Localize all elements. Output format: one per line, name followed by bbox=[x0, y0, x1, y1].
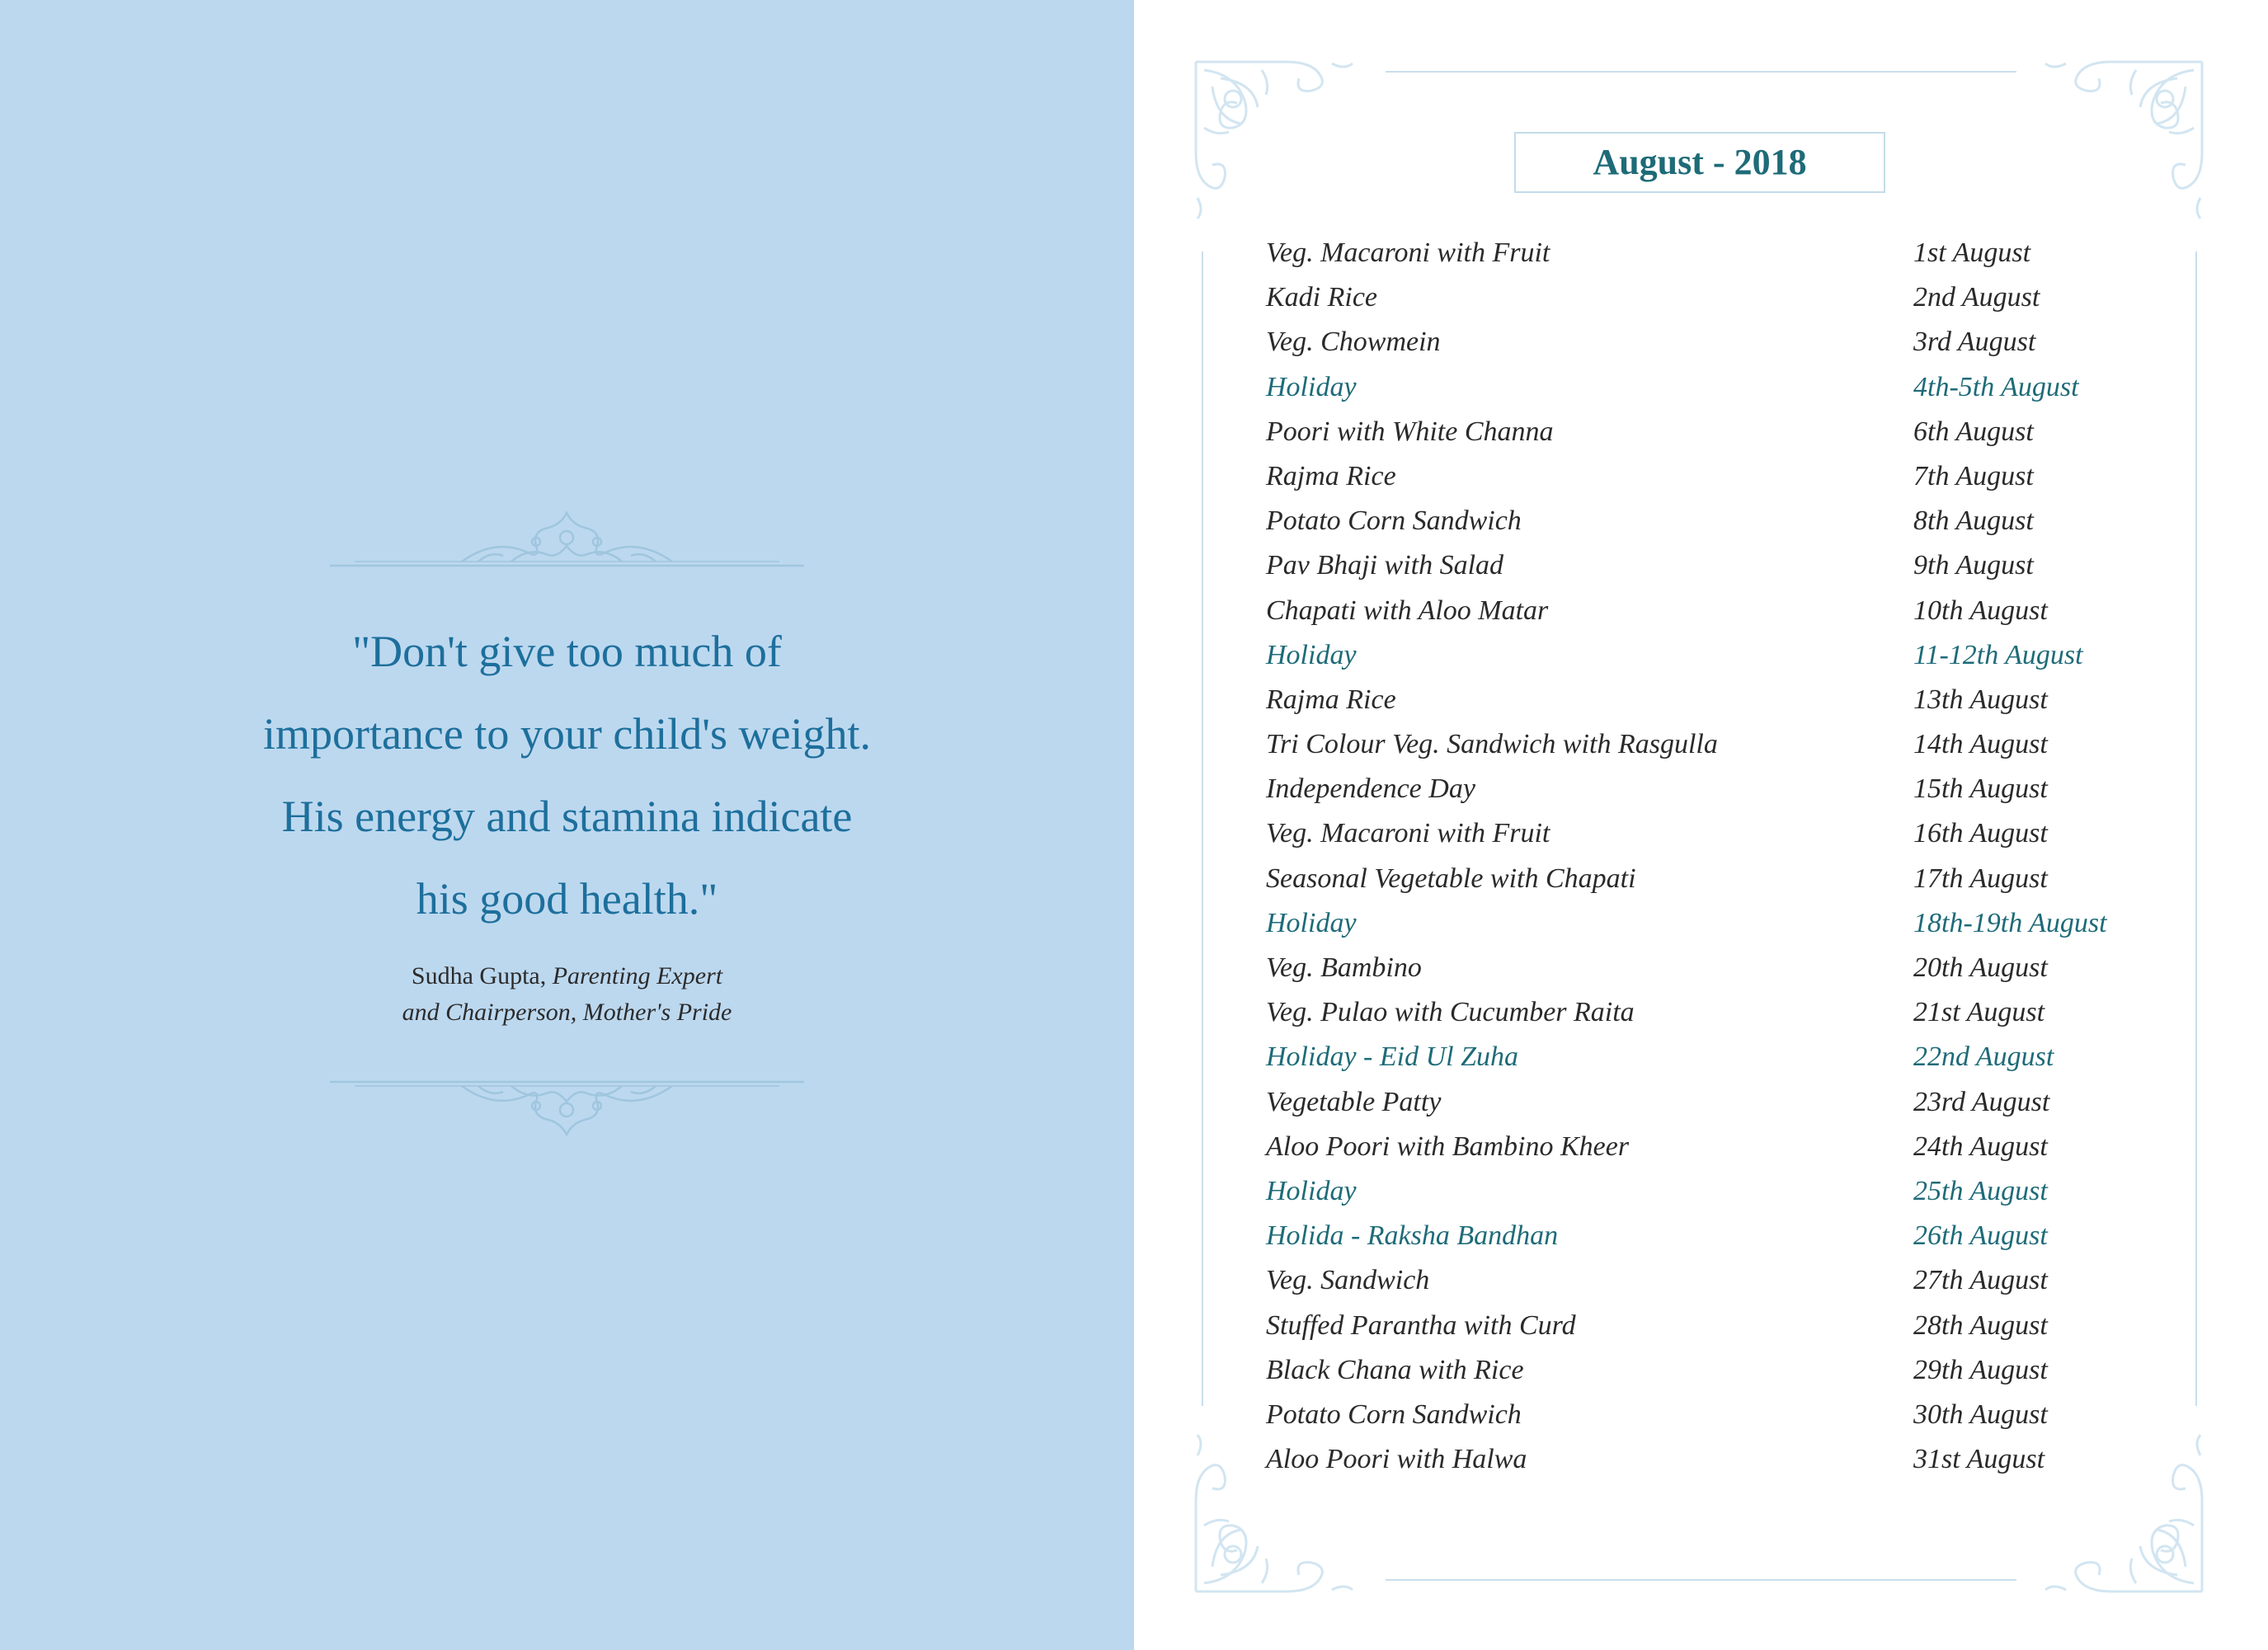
menu-dish: Independence Day bbox=[1266, 773, 1475, 805]
menu-date: 21st August bbox=[1913, 997, 2045, 1028]
menu-row bbox=[1266, 678, 2173, 722]
menu-title: August - 2018 bbox=[1514, 132, 1885, 193]
menu-dish: Veg. Macaroni with Fruit bbox=[1266, 818, 1550, 849]
menu-row bbox=[1266, 901, 2173, 946]
menu-row bbox=[1266, 811, 2173, 856]
corner-flourish-icon bbox=[1188, 54, 1365, 231]
menu-date: 2nd August bbox=[1913, 282, 2040, 313]
quote-line: his good health." bbox=[416, 874, 718, 924]
menu-row bbox=[1266, 1393, 2173, 1437]
menu-dish: Kadi Rice bbox=[1266, 282, 1378, 313]
menu-date: 26th August bbox=[1913, 1220, 2048, 1252]
menu-row bbox=[1266, 454, 2173, 499]
menu-dish: Potato Corn Sandwich bbox=[1266, 505, 1522, 537]
menu-dish: Veg. Sandwich bbox=[1266, 1265, 1430, 1296]
menu-dish: Aloo Poori with Bambino Kheer bbox=[1266, 1131, 1630, 1162]
menu-date: 22nd August bbox=[1913, 1041, 2054, 1073]
menu-row bbox=[1266, 1437, 2173, 1482]
author-organization: Chairperson, Mother's Pride bbox=[445, 999, 732, 1026]
menu-row bbox=[1266, 1169, 2173, 1214]
menu-row bbox=[1266, 1125, 2173, 1169]
menu-date: 11-12th August bbox=[1913, 639, 2083, 670]
menu-date: 4th-5th August bbox=[1913, 371, 2079, 402]
menu-date: 10th August bbox=[1913, 595, 2048, 626]
menu-dish: Poori with White Channa bbox=[1266, 416, 1554, 447]
menu-date: 17th August bbox=[1913, 863, 2048, 894]
menu-dish: Holiday bbox=[1266, 907, 1357, 938]
quote-line: "Don't give too much of bbox=[352, 627, 782, 676]
menu-row bbox=[1266, 499, 2173, 543]
menu-row bbox=[1266, 946, 2173, 990]
menu-dish: Pav Bhaji with Salad bbox=[1266, 550, 1504, 581]
frame-left-line bbox=[1202, 251, 1203, 1406]
quote-attribution bbox=[247, 958, 887, 1031]
menu-date: 13th August bbox=[1913, 684, 2048, 715]
menu-row bbox=[1266, 1348, 2173, 1393]
menu-dish: Rajma Rice bbox=[1266, 684, 1396, 715]
menu-row bbox=[1266, 589, 2173, 633]
menu-date: 6th August bbox=[1913, 416, 2034, 447]
menu-dish: Vegetable Patty bbox=[1266, 1086, 1442, 1117]
menu-dish: Rajma Rice bbox=[1266, 460, 1396, 491]
menu-row bbox=[1266, 1304, 2173, 1348]
menu-dish: Veg. Bambino bbox=[1266, 952, 1422, 983]
menu-row bbox=[1266, 990, 2173, 1035]
menu-date: 14th August bbox=[1913, 729, 2048, 760]
menu-date: 15th August bbox=[1913, 773, 2048, 805]
frame-top-line bbox=[1386, 71, 2016, 73]
menu-date: 16th August bbox=[1913, 818, 2048, 849]
menu-dish: Tri Colour Veg. Sandwich with Rasgulla bbox=[1266, 729, 1718, 760]
menu-dish: Holida - Raksha Bandhan bbox=[1266, 1220, 1559, 1252]
menu-date: 24th August bbox=[1913, 1131, 2048, 1162]
menu-dish: Holiday bbox=[1266, 639, 1357, 670]
menu-date: 25th August bbox=[1913, 1175, 2048, 1206]
menu-date: 23rd August bbox=[1913, 1086, 2050, 1117]
menu-dish: Chapati with Aloo Matar bbox=[1266, 595, 1549, 626]
menu-dish: Holiday bbox=[1266, 371, 1357, 402]
menu-dish: Veg. Macaroni with Fruit bbox=[1266, 237, 1550, 268]
menu-dish: Potato Corn Sandwich bbox=[1266, 1399, 1522, 1430]
menu-row bbox=[1266, 722, 2173, 767]
attribution-line-1 bbox=[247, 958, 887, 994]
menu-dish: Aloo Poori with Halwa bbox=[1266, 1444, 1527, 1475]
menu-row bbox=[1266, 1214, 2173, 1258]
menu-date: 30th August bbox=[1913, 1399, 2048, 1430]
quote-line: importance to your child's weight. bbox=[262, 709, 872, 759]
frame-right-line bbox=[2195, 251, 2197, 1406]
menu-date: 1st August bbox=[1913, 237, 2031, 268]
menu-date: 20th August bbox=[1913, 952, 2048, 983]
menu-date: 28th August bbox=[1913, 1309, 2048, 1341]
menu-date: 7th August bbox=[1913, 460, 2034, 491]
attribution-line-2 bbox=[247, 994, 887, 1031]
author-name: Sudha Gupta, bbox=[411, 962, 547, 990]
menu-dish: Veg. Pulao with Cucumber Raita bbox=[1266, 997, 1635, 1028]
quote-text bbox=[165, 610, 969, 940]
menu-row bbox=[1266, 1080, 2173, 1125]
menu-list bbox=[1266, 231, 2173, 1482]
menu-date: 9th August bbox=[1913, 550, 2034, 581]
menu-dish: Holiday bbox=[1266, 1175, 1357, 1206]
menu-dish: Seasonal Vegetable with Chapati bbox=[1266, 863, 1636, 894]
menu-row bbox=[1266, 275, 2173, 320]
quote-line: His energy and stamina indicate bbox=[281, 792, 853, 841]
menu-date: 27th August bbox=[1913, 1265, 2048, 1296]
frame-bottom-line bbox=[1386, 1579, 2016, 1581]
menu-date: 8th August bbox=[1913, 505, 2034, 537]
menu-row bbox=[1266, 410, 2173, 454]
menu-dish: Veg. Chowmein bbox=[1266, 327, 1441, 358]
menu-row bbox=[1266, 1258, 2173, 1303]
author-role: Parenting Expert bbox=[552, 962, 723, 990]
menu-row bbox=[1266, 633, 2173, 678]
menu-row bbox=[1266, 231, 2173, 275]
menu-date: 3rd August bbox=[1913, 327, 2036, 358]
menu-row bbox=[1266, 365, 2173, 410]
menu-date: 31st August bbox=[1913, 1444, 2045, 1475]
menu-row bbox=[1266, 857, 2173, 901]
menu-row bbox=[1266, 1035, 2173, 1079]
menu-row bbox=[1266, 320, 2173, 364]
menu-date: 29th August bbox=[1913, 1354, 2048, 1385]
top-ornament-icon bbox=[330, 505, 804, 579]
menu-dish: Holiday - Eid Ul Zuha bbox=[1266, 1041, 1518, 1073]
menu-row bbox=[1266, 767, 2173, 811]
attribution-and: and bbox=[402, 999, 440, 1026]
menu-dish: Black Chana with Rice bbox=[1266, 1354, 1524, 1385]
corner-flourish-icon bbox=[2033, 54, 2210, 231]
menu-date: 18th-19th August bbox=[1913, 907, 2107, 938]
bottom-ornament-icon bbox=[330, 1069, 804, 1143]
menu-dish: Stuffed Parantha with Curd bbox=[1266, 1309, 1576, 1341]
menu-row bbox=[1266, 543, 2173, 588]
